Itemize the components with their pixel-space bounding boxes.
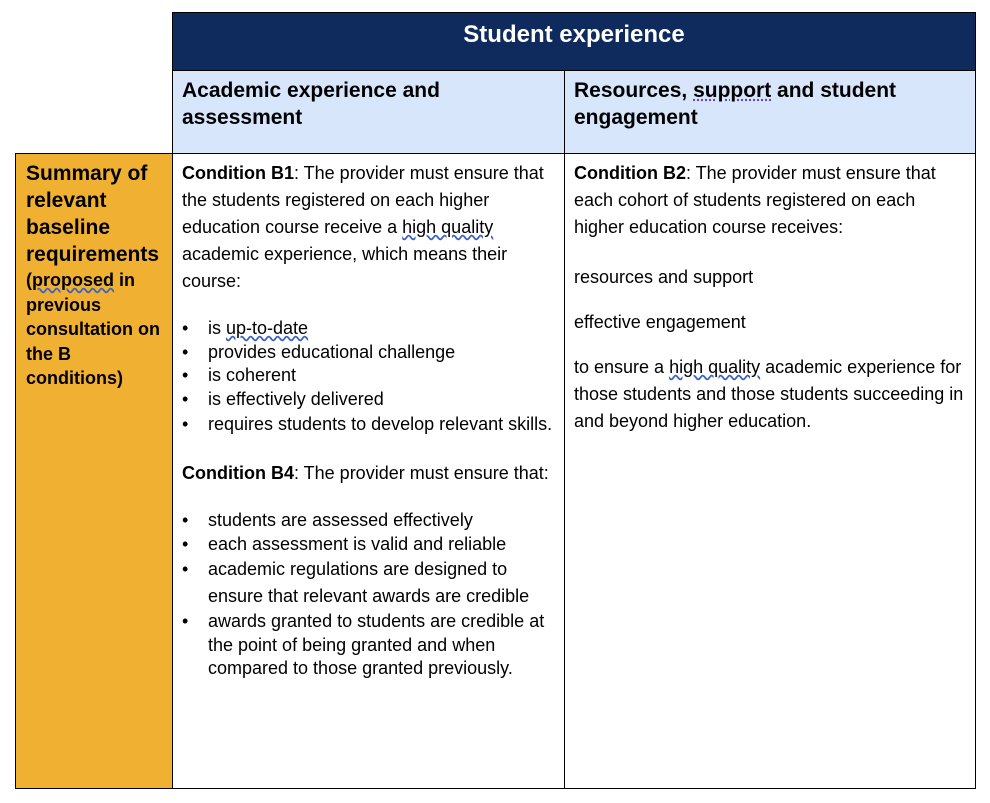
right-title-support: support <box>693 79 772 102</box>
summary-note <box>16 268 172 391</box>
b2-line3-a: to ensure a <box>574 357 670 377</box>
condition-b1-paragraph <box>182 160 555 295</box>
summary-heading: Summary of relevant baseline requirements <box>26 162 160 266</box>
b1-text-b: academic experience, which means their course: <box>182 244 508 291</box>
student-experience-header <box>172 12 976 71</box>
list-item <box>182 317 555 341</box>
b4-list <box>182 509 555 681</box>
condition-b2-label: Condition B2 <box>574 163 686 183</box>
engagement-line: effective engagement <box>574 312 746 332</box>
list-item: • is coherent <box>182 364 555 388</box>
academic-experience-column-header <box>172 70 565 154</box>
list-item: • provides educational challenge <box>182 341 555 365</box>
resources-support-column-header <box>564 70 976 154</box>
condition-b4-paragraph <box>182 460 555 487</box>
b1-item-1-squiggle: up-to-date <box>226 318 309 338</box>
note-open: ( <box>26 270 32 290</box>
resources-requirements-cell <box>564 153 976 789</box>
b4-text: : The provider must ensure that: <box>293 463 549 483</box>
list-item: • awards granted to students are credible at the point of being granted and when compared to those granted previously. <box>182 610 555 681</box>
condition-b1-label: Condition B1 <box>182 163 294 183</box>
list-item: • academic regulations are designed to ensure that relevant awards are credible <box>182 556 555 610</box>
condition-b2-paragraph <box>574 160 966 241</box>
b1-list <box>182 317 555 438</box>
b2-high-quality: high quality <box>669 357 761 377</box>
right-title-part-3: and student engagement <box>574 79 897 129</box>
academic-requirements-cell <box>172 153 565 789</box>
b2-text: : The provider must ensure that each cohort of students registered on each higher education course receives: <box>574 163 936 237</box>
right-title-part-1: Resources, <box>574 79 694 102</box>
b1-high-quality: high quality <box>402 217 494 237</box>
resources-line: resources and support <box>574 267 754 287</box>
note-proposed: proposed <box>32 270 115 290</box>
b1-text-a: : The provider must ensure that the students registered on each higher education course receive a <box>182 163 544 237</box>
b2-line3-b: academic experience for those students and those students succeeding in and beyond higher education. <box>574 357 964 431</box>
b1-item-1-text: is <box>208 318 226 338</box>
left-column-title: Academic experience and assessment <box>182 79 440 129</box>
header-title: Student experience <box>463 21 685 48</box>
condition-b4-label: Condition B4 <box>182 463 294 483</box>
list-item: • is effectively delivered <box>182 388 555 412</box>
list-item: • each assessment is valid and reliable <box>182 533 555 557</box>
list-item: • students are assessed effectively <box>182 509 555 533</box>
note-rest: in previous consultation on the B conditions) <box>26 270 160 388</box>
list-item: • requires students to develop relevant skills. <box>182 411 555 438</box>
summary-row-label <box>15 153 173 789</box>
right-column-title <box>565 71 975 137</box>
quality-paragraph <box>574 354 966 435</box>
